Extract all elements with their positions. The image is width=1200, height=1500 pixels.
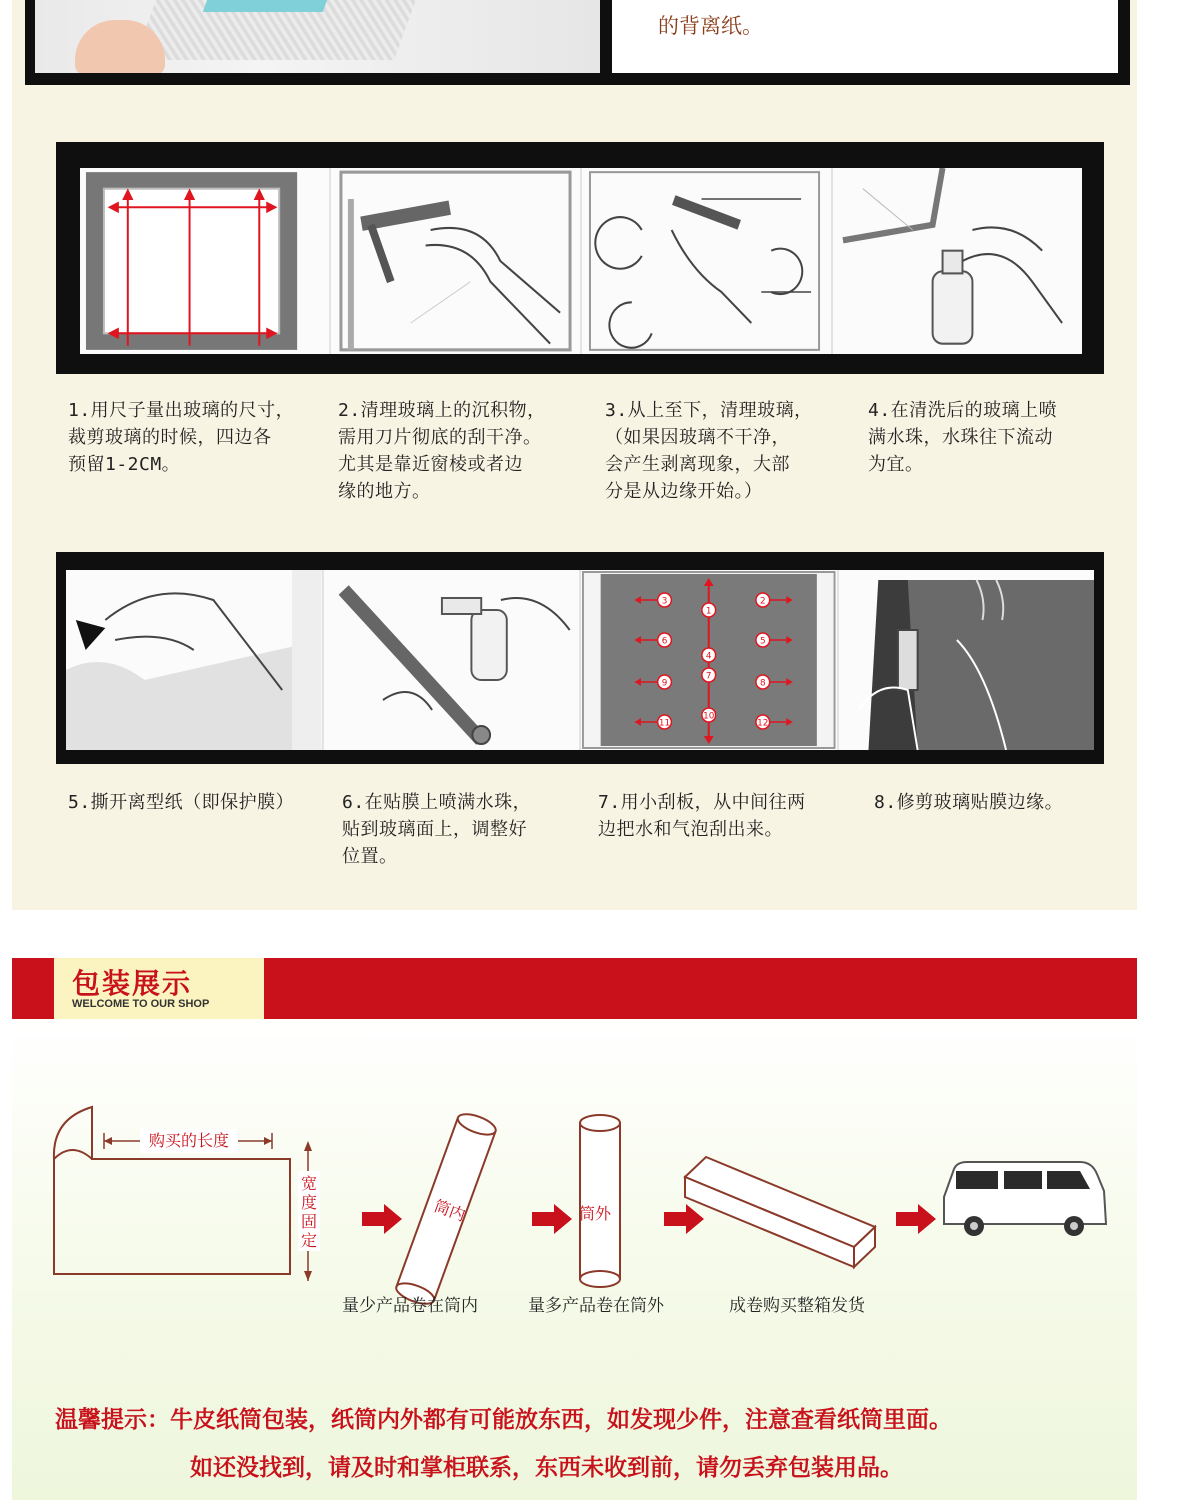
squeegee-order-number: 3 (661, 596, 668, 607)
squeegee-order-number: 12 (757, 718, 769, 729)
packaging-header-tab (54, 958, 264, 1019)
step-1-measure-illustration (80, 168, 331, 354)
packaging-diagram (12, 1019, 1137, 1319)
label-large-order: 量多产品卷在筒外 (528, 1296, 664, 1316)
width-label: 宽度固定 (300, 1174, 318, 1250)
previous-step-text: 的背离纸。 (658, 14, 763, 38)
previous-step-note (612, 0, 1118, 73)
peel-backing-photo (35, 0, 600, 73)
step-3-caption: 3.从上至下，清理玻璃， （如果因玻璃不干净， 会产生剥离现象，大部 分是从边缘开始。） (605, 400, 813, 502)
step-5-caption: 5.撕开离型纸（即保护膜） (68, 792, 295, 813)
packaging-area (12, 1019, 1137, 1500)
film-edge (203, 0, 327, 12)
step-6-apply-illustration (324, 570, 582, 750)
step-5-peel-illustration (66, 570, 324, 750)
squeegee-order-number: 6 (661, 636, 668, 647)
step-8-trim-illustration (839, 570, 1095, 750)
step-6-caption: 6.在贴膜上喷满水珠， 贴到玻璃面上，调整好 位置。 (342, 792, 532, 867)
tube-outer-label: 筒外 (579, 1204, 612, 1223)
squeegee-order-number: 7 (705, 671, 712, 682)
squeegee-order-number: 4 (705, 651, 712, 662)
steps-strip-2 (66, 570, 1094, 750)
packaging-subtitle: WELCOME TO OUR SHOP (72, 998, 210, 1010)
length-label: 购买的长度 (148, 1131, 230, 1150)
step-4-spray-illustration (833, 168, 1082, 354)
label-small-order: 量少产品卷在筒内 (342, 1296, 478, 1316)
steps-frame-2 (56, 552, 1104, 764)
tip-line-2: 如还没找到，请及时和掌柜联系，东西未收到前，请勿丢弃包装用品。 (190, 1454, 903, 1481)
steps-frame-1 (56, 142, 1104, 374)
step-2-scrape-illustration (331, 168, 582, 354)
step-4-caption: 4.在清洗后的玻璃上喷 满水珠，水珠往下流动 为宜。 (868, 400, 1058, 475)
step-7-caption: 7.用小刮板，从中间往两 边把水和气泡刮出来。 (598, 792, 806, 840)
tube-inner-label: 筒内 (431, 1196, 469, 1225)
packaging-title: 包装展示 (72, 967, 193, 1000)
step-7-squeegee-illustration (581, 570, 839, 750)
step-1-caption: 1.用尺子量出玻璃的尺寸， 裁剪玻璃的时候，四边各 预留1-2CM。 (68, 400, 295, 475)
tip-line-1: 温馨提示：牛皮纸筒包装，纸筒内外都有可能放东西，如发现少件，注意查看纸筒里面。 (55, 1406, 952, 1433)
label-roll-box: 成卷购买整箱发货 (729, 1296, 865, 1316)
squeegee-order-number: 11 (658, 718, 671, 729)
squeegee-order-number: 10 (703, 711, 715, 722)
packaging-header-bar (12, 958, 1137, 1019)
squeegee-order-number: 2 (759, 596, 766, 607)
step-8-caption: 8.修剪玻璃贴膜边缘。 (874, 792, 1064, 813)
squeegee-order-number: 1 (705, 606, 712, 617)
steps-strip-1 (80, 168, 1082, 354)
step-3-clean-illustration (582, 168, 833, 354)
step-2-caption: 2.清理玻璃上的沉积物， 需用刀片彻底的刮干净。 尤其是靠近窗棱或者边 缘的地方。 (338, 400, 546, 502)
squeegee-order-number: 5 (759, 636, 766, 647)
squeegee-order-number: 8 (759, 678, 766, 689)
squeegee-order-number: 9 (661, 678, 668, 689)
